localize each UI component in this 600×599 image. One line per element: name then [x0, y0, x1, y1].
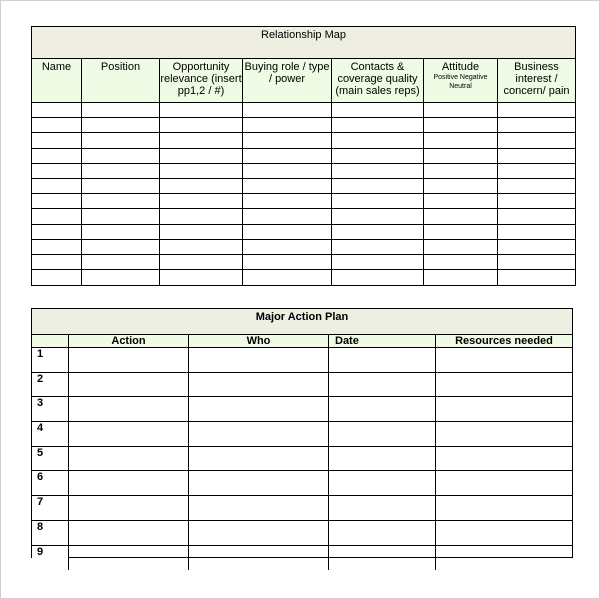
- cell-opportunity-relevance[interactable]: [160, 133, 243, 147]
- cell-action[interactable]: [69, 397, 189, 421]
- cell-opportunity-relevance[interactable]: [160, 225, 243, 239]
- cell-contacts-coverage[interactable]: [332, 225, 424, 239]
- table-row: [32, 546, 572, 571]
- cell-opportunity-relevance[interactable]: [160, 118, 243, 132]
- cell-who[interactable]: [189, 471, 329, 495]
- action-plan-title: Major Action Plan: [32, 309, 572, 335]
- cell-attitude[interactable]: [424, 240, 498, 254]
- table-row: [32, 397, 572, 422]
- cell-resources-needed[interactable]: [436, 447, 572, 471]
- cell-buying-role[interactable]: [243, 270, 332, 285]
- cell-position[interactable]: [82, 133, 160, 147]
- cell-buying-role[interactable]: [243, 179, 332, 193]
- header-action: Action: [69, 335, 189, 347]
- cell-contacts-coverage[interactable]: [332, 149, 424, 163]
- cell-business-interest[interactable]: [498, 164, 575, 178]
- cell-name[interactable]: [32, 194, 82, 208]
- cell-position[interactable]: [82, 270, 160, 285]
- cell-contacts-coverage[interactable]: [332, 255, 424, 269]
- cell-attitude[interactable]: [424, 179, 498, 193]
- header-opportunity-relevance: Opportunity relevance (insert pp1,2 / #): [160, 59, 243, 102]
- cell-opportunity-relevance[interactable]: [160, 255, 243, 269]
- cell-opportunity-relevance[interactable]: [160, 194, 243, 208]
- table-row: [32, 521, 572, 546]
- cell-buying-role[interactable]: [243, 194, 332, 208]
- cell-contacts-coverage[interactable]: [332, 164, 424, 178]
- cell-number: 5: [32, 447, 69, 471]
- cell-buying-role[interactable]: [243, 240, 332, 254]
- cell-resources-needed[interactable]: [436, 348, 572, 372]
- cell-business-interest[interactable]: [498, 209, 575, 223]
- cell-action[interactable]: [69, 546, 189, 571]
- cell-resources-needed[interactable]: [436, 521, 572, 545]
- cell-who[interactable]: [189, 521, 329, 545]
- cell-opportunity-relevance[interactable]: [160, 149, 243, 163]
- header-business-interest: Business interest / concern/ pain: [503, 61, 570, 97]
- cell-contacts-coverage[interactable]: [332, 118, 424, 132]
- cell-action[interactable]: [69, 471, 189, 495]
- cell-position[interactable]: [82, 118, 160, 132]
- cell-attitude[interactable]: [424, 164, 498, 178]
- relationship-map-title: Relationship Map: [32, 27, 575, 59]
- table-row: [32, 164, 575, 179]
- cell-buying-role[interactable]: [243, 133, 332, 147]
- header-resources-needed: Resources needed: [455, 335, 553, 347]
- cell-contacts-coverage[interactable]: [332, 103, 424, 117]
- action-plan-body: [32, 348, 572, 570]
- cell-name[interactable]: [32, 209, 82, 223]
- table-row: [32, 255, 575, 270]
- cell-contacts-coverage[interactable]: [332, 240, 424, 254]
- cell-business-interest[interactable]: [498, 240, 575, 254]
- cell-action[interactable]: [69, 348, 189, 372]
- cell-opportunity-relevance[interactable]: [160, 270, 243, 285]
- cell-opportunity-relevance[interactable]: [160, 209, 243, 223]
- cell-position[interactable]: [82, 149, 160, 163]
- cell-name[interactable]: [32, 164, 82, 178]
- table-row: [32, 270, 575, 285]
- cell-number: 8: [32, 521, 69, 545]
- cell-number: 7: [32, 496, 69, 520]
- table-row: [32, 149, 575, 164]
- cell-action[interactable]: [69, 422, 189, 446]
- cell-buying-role[interactable]: [243, 103, 332, 117]
- cell-attitude[interactable]: [424, 225, 498, 239]
- cell-contacts-coverage[interactable]: [332, 209, 424, 223]
- cell-date[interactable]: [329, 496, 436, 520]
- cell-business-interest[interactable]: [498, 225, 575, 239]
- cell-action[interactable]: [69, 373, 189, 397]
- attitude-options: Positive Negative Neutral: [433, 74, 488, 90]
- cell-contacts-coverage[interactable]: [332, 133, 424, 147]
- cell-action[interactable]: [69, 496, 189, 520]
- cell-resources-needed[interactable]: [436, 397, 572, 421]
- cell-name[interactable]: [32, 133, 82, 147]
- cell-name[interactable]: [32, 149, 82, 163]
- cell-name[interactable]: [32, 240, 82, 254]
- cell-position[interactable]: [82, 225, 160, 239]
- cell-position[interactable]: [82, 179, 160, 193]
- cell-attitude[interactable]: [424, 270, 498, 285]
- cell-business-interest[interactable]: [498, 103, 575, 117]
- table-row: [32, 373, 572, 398]
- cell-position[interactable]: [82, 255, 160, 269]
- cell-business-interest[interactable]: [498, 194, 575, 208]
- cell-buying-role[interactable]: [243, 225, 332, 239]
- table-row: [32, 422, 572, 447]
- header-who: Who: [189, 335, 329, 347]
- cell-resources-needed[interactable]: [436, 373, 572, 397]
- action-plan-table: [31, 308, 573, 558]
- cell-number: 6: [32, 471, 69, 495]
- cell-opportunity-relevance[interactable]: [160, 179, 243, 193]
- cell-number: 4: [32, 422, 69, 446]
- action-plan-header-row: [32, 335, 572, 348]
- cell-opportunity-relevance[interactable]: [160, 103, 243, 117]
- cell-who[interactable]: [189, 422, 329, 446]
- header-contacts-coverage: Contacts & coverage quality (main sales reps): [332, 59, 424, 102]
- cell-position[interactable]: [82, 209, 160, 223]
- cell-number: 1: [32, 348, 69, 372]
- header-number: [32, 335, 69, 347]
- cell-contacts-coverage[interactable]: [332, 179, 424, 193]
- table-row: [32, 348, 572, 373]
- cell-business-interest[interactable]: [498, 133, 575, 147]
- cell-business-interest[interactable]: [498, 149, 575, 163]
- cell-name[interactable]: [32, 225, 82, 239]
- cell-who[interactable]: [189, 397, 329, 421]
- cell-position[interactable]: [82, 103, 160, 117]
- table-row: [32, 118, 575, 133]
- table-row: [32, 103, 575, 118]
- cell-resources-needed[interactable]: [436, 471, 572, 495]
- cell-action[interactable]: [69, 521, 189, 545]
- cell-resources-needed[interactable]: [436, 546, 572, 571]
- cell-buying-role[interactable]: [243, 255, 332, 269]
- cell-who[interactable]: [189, 546, 329, 571]
- table-row: [32, 209, 575, 224]
- table-row: [32, 225, 575, 240]
- cell-name[interactable]: [32, 270, 82, 285]
- table-row: [32, 179, 575, 194]
- table-row: [32, 496, 572, 521]
- cell-date[interactable]: [329, 521, 436, 545]
- cell-contacts-coverage[interactable]: [332, 194, 424, 208]
- cell-number: 9: [32, 546, 69, 571]
- cell-date[interactable]: [329, 373, 436, 397]
- cell-name[interactable]: [32, 255, 82, 269]
- cell-opportunity-relevance[interactable]: [160, 164, 243, 178]
- table-row: [32, 471, 572, 496]
- table-row: [32, 447, 572, 472]
- header-name: Name: [32, 59, 82, 102]
- cell-buying-role[interactable]: [243, 149, 332, 163]
- cell-who[interactable]: [189, 373, 329, 397]
- header-buying-role: Buying role / type / power: [243, 59, 332, 102]
- relationship-map-table: [31, 26, 576, 286]
- cell-resources-needed[interactable]: [436, 496, 572, 520]
- table-row: [32, 194, 575, 209]
- cell-date[interactable]: [329, 546, 436, 571]
- cell-name[interactable]: [32, 118, 82, 132]
- header-position: Position: [82, 59, 160, 102]
- cell-attitude[interactable]: [424, 194, 498, 208]
- cell-number: 3: [32, 397, 69, 421]
- cell-number: 2: [32, 373, 69, 397]
- cell-attitude[interactable]: [424, 118, 498, 132]
- relationship-map-header-row: [32, 59, 575, 103]
- cell-date[interactable]: [329, 348, 436, 372]
- cell-position[interactable]: [82, 194, 160, 208]
- cell-attitude[interactable]: [424, 149, 498, 163]
- cell-business-interest[interactable]: [498, 179, 575, 193]
- cell-action[interactable]: [69, 447, 189, 471]
- cell-date[interactable]: [329, 447, 436, 471]
- cell-date[interactable]: [329, 471, 436, 495]
- cell-date[interactable]: [329, 422, 436, 446]
- cell-name[interactable]: [32, 179, 82, 193]
- cell-buying-role[interactable]: [243, 118, 332, 132]
- cell-business-interest[interactable]: [498, 118, 575, 132]
- header-attitude: Attitude Positive Negative Neutral: [424, 59, 498, 102]
- cell-opportunity-relevance[interactable]: [160, 240, 243, 254]
- cell-contacts-coverage[interactable]: [332, 270, 424, 285]
- cell-buying-role[interactable]: [243, 164, 332, 178]
- cell-buying-role[interactable]: [243, 209, 332, 223]
- cell-who[interactable]: [189, 447, 329, 471]
- table-row: [32, 240, 575, 255]
- cell-business-interest[interactable]: [498, 270, 575, 285]
- cell-attitude[interactable]: [424, 133, 498, 147]
- table-row: [32, 133, 575, 148]
- cell-who[interactable]: [189, 496, 329, 520]
- cell-position[interactable]: [82, 164, 160, 178]
- relationship-map-body: [32, 103, 575, 285]
- cell-date[interactable]: [329, 397, 436, 421]
- cell-attitude[interactable]: [424, 103, 498, 117]
- cell-name[interactable]: [32, 103, 82, 117]
- cell-attitude[interactable]: [424, 209, 498, 223]
- cell-resources-needed[interactable]: [436, 422, 572, 446]
- cell-who[interactable]: [189, 348, 329, 372]
- cell-business-interest[interactable]: [498, 255, 575, 269]
- cell-position[interactable]: [82, 240, 160, 254]
- header-date: Date: [329, 335, 436, 347]
- cell-attitude[interactable]: [424, 255, 498, 269]
